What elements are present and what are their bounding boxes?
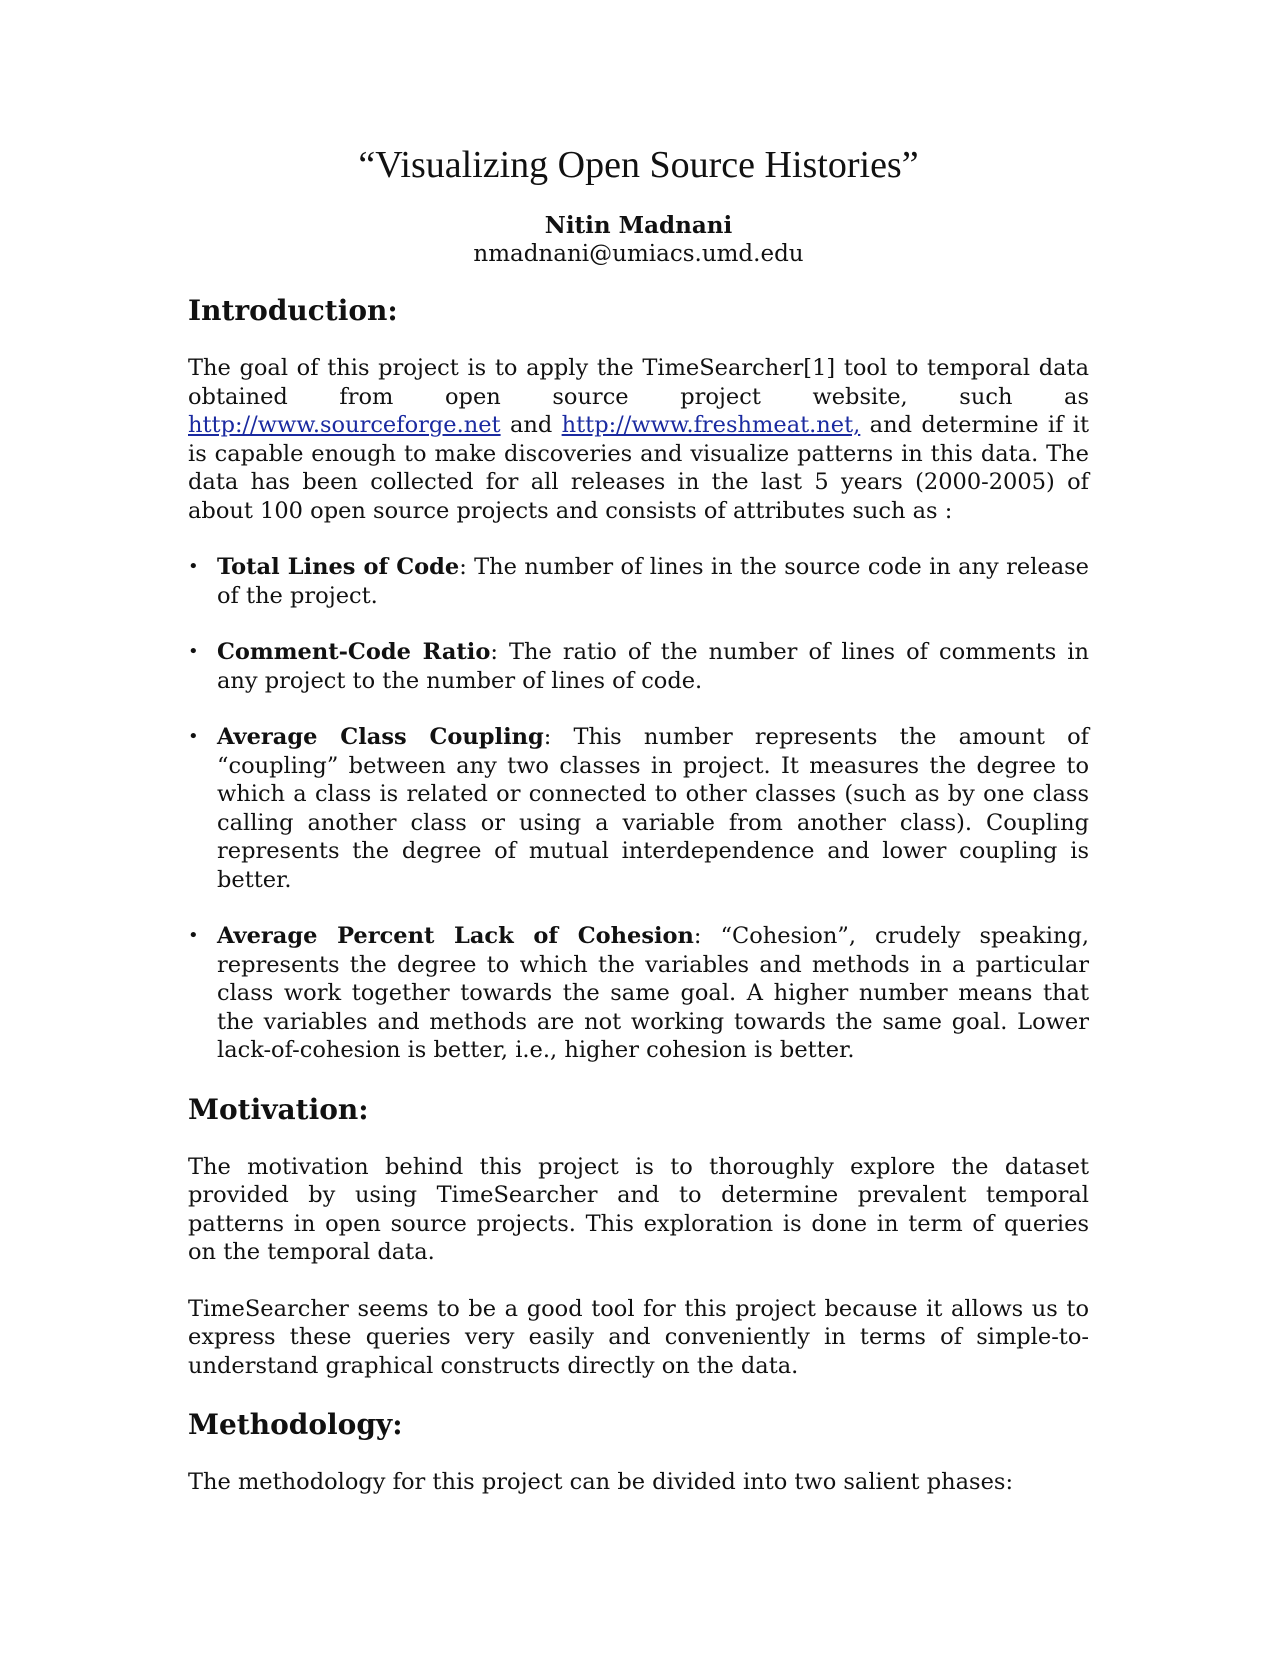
introduction-paragraph <box>188 354 1089 525</box>
freshmeat-link[interactable]: http://www.freshmeat.net, <box>561 412 861 438</box>
intro-text-part-2: and <box>500 412 562 438</box>
author-email: nmadnani@umiacs.umd.edu <box>473 241 804 267</box>
attribute-term: Average Class Coupling <box>217 724 544 750</box>
attribute-item-average-percent-lack-of-cohesion <box>188 922 1089 1065</box>
attribute-item-comment-code-ratio <box>188 638 1089 695</box>
attribute-description: : This number represents the amount of “coupling” between any two classes in project. It measures the degree to which a class is related or connected to other classes (such as by one class calling another class or using a variable from another class). Coupling represents the degree of mutual interdependence and lower coupling is better. <box>217 724 1089 893</box>
attribute-description: : The number of lines in the source code in any release of the project. <box>217 554 1089 609</box>
methodology-heading: Methodology: <box>188 1408 403 1441</box>
attribute-term: Comment-Code Ratio <box>217 639 491 665</box>
attribute-term: Average Percent Lack of Cohesion <box>217 923 694 949</box>
attribute-description: : “Cohesion”, crudely speaking, represents the degree to which the variables and methods in a particular class work together towards the same goal. A higher number means that the variables and methods are not working towards the same goal. Lower lack-of-cohesion is better, i.e., higher cohesion is better. <box>217 923 1089 1063</box>
document-title: “Visualizing Open Source Histories” <box>358 144 919 186</box>
introduction-heading: Introduction: <box>188 294 398 327</box>
intro-text-part-1: The goal of this project is to apply the TimeSearcher[1] tool to temporal data obtained from open source project website, such as <box>188 355 1089 410</box>
attribute-item-total-lines-of-code <box>188 553 1089 610</box>
attribute-description: : The ratio of the number of lines of comments in any project to the number of lines of code. <box>217 639 1089 694</box>
document-page <box>188 140 1089 1525</box>
motivation-paragraph-1: The motivation behind this project is to thoroughly explore the dataset provided by using TimeSearcher and to determine prevalent temporal patterns in open source projects. This exploration is done in term of queries on the temporal data. <box>188 1153 1089 1265</box>
attribute-list <box>188 553 1089 1065</box>
intro-text-part-3: and determine if it is capable enough to make discoveries and visualize patterns in this data. The data has been collected for all releases in the last 5 years (2000-2005) of about 100 open source projects and consists of attributes such as : <box>188 412 1089 524</box>
sourceforge-link[interactable]: http://www.sourceforge.net <box>188 412 501 438</box>
motivation-heading: Motivation: <box>188 1092 369 1126</box>
motivation-paragraph-2: TimeSearcher seems to be a good tool for this project because it allows us to express these queries very easily and conveniently in terms of simple-to-understand graphical constructs directly on the data. <box>188 1295 1089 1379</box>
author-name: Nitin Madnani <box>544 212 733 239</box>
attribute-item-average-class-coupling <box>188 723 1089 894</box>
methodology-paragraph: The methodology for this project can be divided into two salient phases: <box>188 1469 1014 1495</box>
attribute-term: Total Lines of Code <box>217 554 460 580</box>
